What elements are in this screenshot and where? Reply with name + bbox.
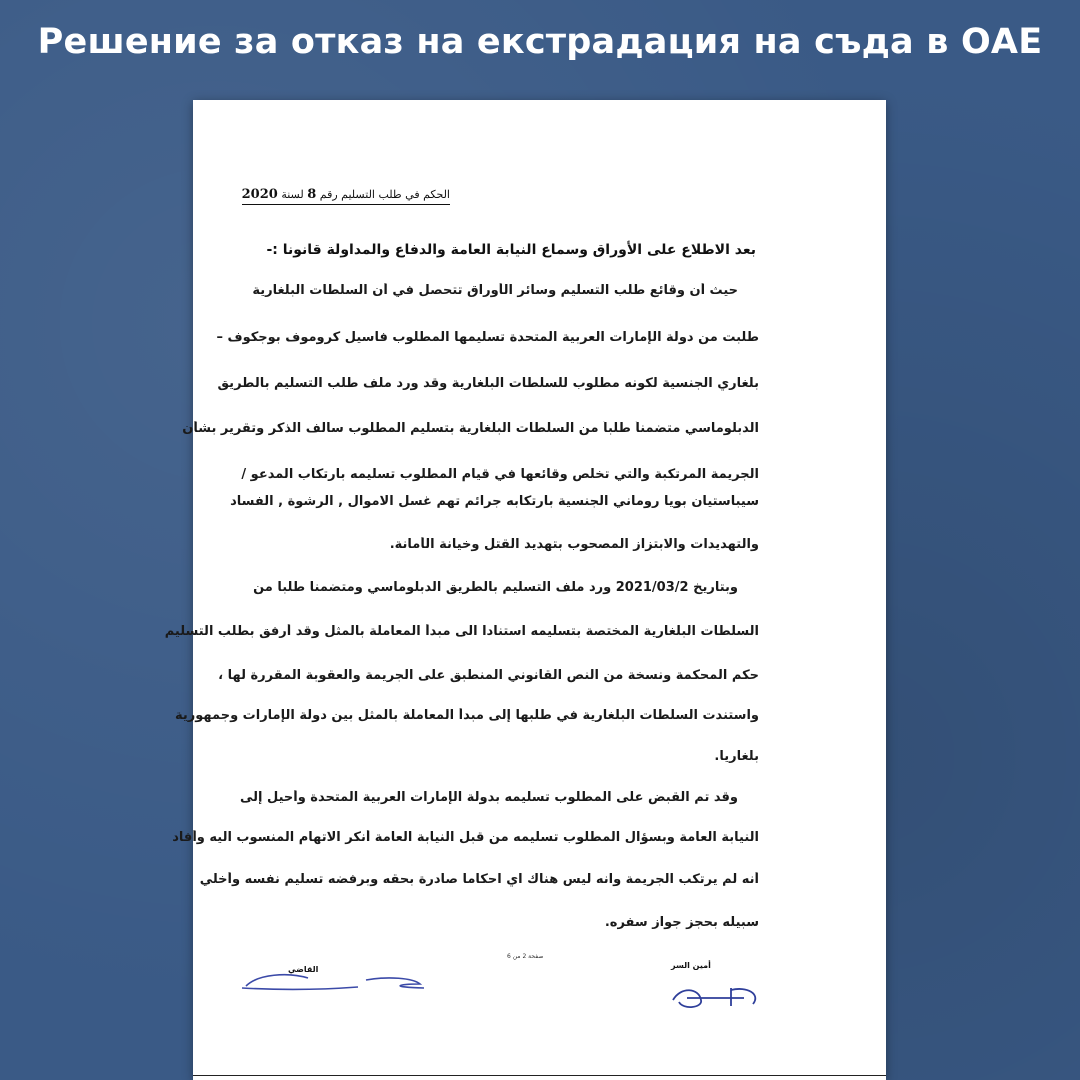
reference-text: الحكم في طلب التسليم رقم — [319, 188, 450, 201]
document-lead: بعد الاطلاع على الأوراق وسماع النيابة العامة والدفاع والمداولة قانونا :- — [266, 242, 756, 258]
text-line-1: حيث أن وقائع طلب التسليم وسائر الأوراق تتحصل في أن السلطات البلغارية — [252, 283, 738, 298]
text-line-12: بلغاريا. — [714, 749, 759, 764]
reference-year-prefix: لسنة — [281, 188, 304, 201]
text-line-10: حكم المحكمة ونسخة من النص القانوني المنطبق على الجريمة والعقوبة المقررة لها ، — [218, 668, 759, 683]
text-line-4: الدبلوماسي متضمناً طلباً من السلطات البلغارية بتسليم المطلوب سالف الذكر وتقرير بشأن — [182, 421, 759, 436]
text-line-9: السلطات البلغارية المختصة بتسليمه استنادا الى مبدأ المعاملة بالمثل وقد أرفق بطلب التسليم — [164, 624, 759, 639]
text-line-6: سيباستيان بويا روماني الجنسية بارتكابه جرائم تهم غسل الاموال , الرشوة , الفساد — [230, 494, 759, 509]
text-line-8: وبتاريخ 2021/03/2 ورد ملف التسليم بالطريق الدبلوماسي ومتضمنا طلبا من — [253, 580, 738, 595]
document-page — [164, 100, 886, 1080]
text-line-11: واستندت السلطات البلغارية في طلبها إلى مبدأ المعاملة بالمثل بين دولة الإمارات وجمهورية — [175, 708, 759, 723]
text-line-3: بلغاري الجنسية لكونه مطلوب للسلطات البلغارية وقد ورد ملف طلب التسليم بالطريق — [217, 376, 759, 391]
page-number: صفحة 2 من 6 — [507, 953, 544, 960]
document-reference — [242, 187, 450, 205]
reference-number: 8 — [307, 187, 317, 202]
text-line-5: الجريمة المرتكبة والتي تخلص وقائعها في قيام المطلوب تسليمه بارتكاب المدعو / — [241, 467, 759, 482]
secretary-signature-label: أمين السر — [671, 961, 711, 970]
text-line-16: سبيله بحجز جواز سفره. — [604, 915, 759, 930]
page-bottom-rule — [193, 1075, 886, 1076]
text-line-2: طلبت من دولة الإمارات العربية المتحدة تسليمها المطلوب فاسيل كروموف بوجكوف – — [216, 330, 759, 345]
text-line-14: النيابة العامة وبسؤال المطلوب تسليمه من قبل النيابة العامة أنكر الاتهام المنسوب اليه وأفاد — [172, 830, 759, 845]
reference-year: 2020 — [241, 187, 278, 202]
judge-signature-label: القاضي — [288, 965, 319, 974]
text-line-7: والتهديدات والابتزاز المصحوب بتهديد القتل وخيانة الأمانة. — [389, 537, 759, 552]
text-line-15: أنه لم يرتكب الجريمة وانه ليس هناك اي احكاما صادرة بحقه وبرفضه تسليم نفسه وأخلي — [199, 872, 759, 887]
headline: Решение за отказ на екстрадация на съда в ОАЕ — [37, 22, 1043, 62]
text-line-13: وقد تم القبض على المطلوب تسليمه بدولة الإمارات العربية المتحدة وأحيل إلى — [239, 790, 738, 805]
judge-signature — [238, 960, 428, 1000]
secretary-signature — [669, 978, 769, 1018]
